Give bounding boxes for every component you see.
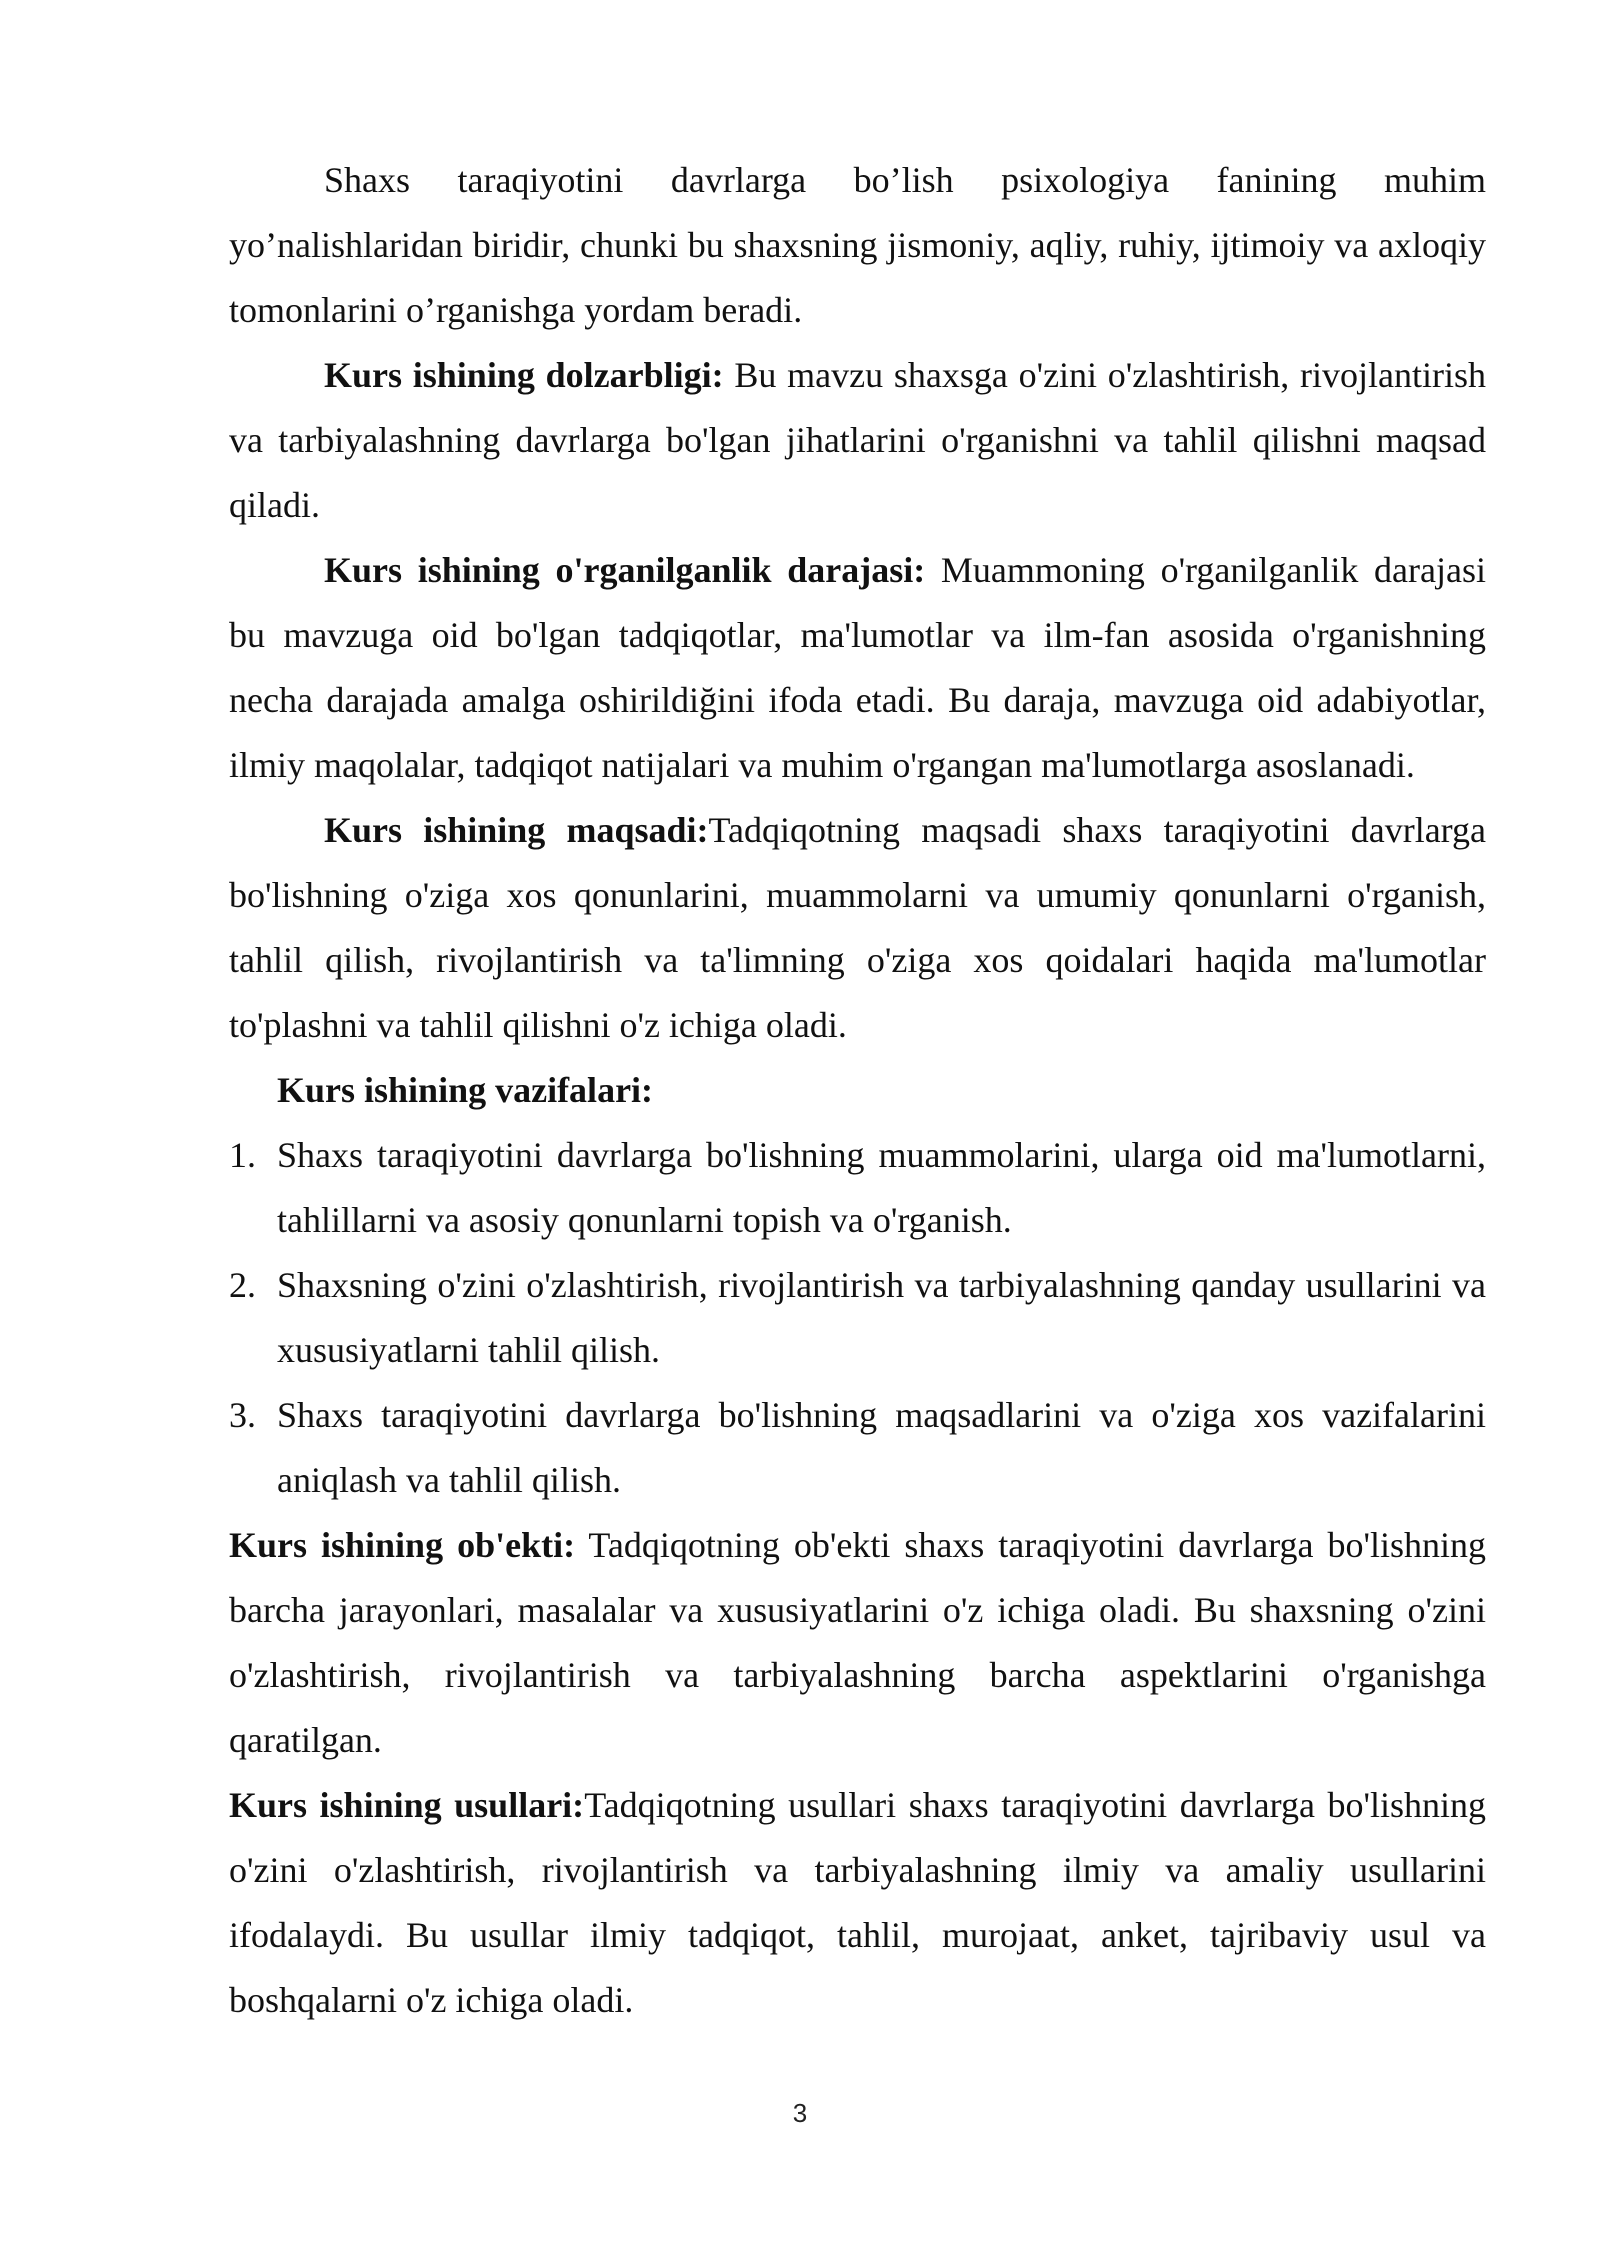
list-item-number: 3.: [229, 1395, 256, 1435]
object-paragraph: [229, 1513, 1486, 1773]
methods-paragraph: [229, 1773, 1486, 2033]
list-item: [229, 1383, 1486, 1513]
methods-text: Tadqiqotning usullari shaxs taraqiyotini davrlarga bo'lishning o'zini o'zlashtirish, rivojlantirish va tarbiyalashning ilmiy va amaliy usullarini ifodalaydi. Bu usullar ilmiy tadqiqot, tahlil, murojaat, anket, tajribaviy usul va boshqalarni o'z ichiga oladi.: [229, 1785, 1486, 2020]
tasks-list: [229, 1123, 1486, 1513]
list-item-text: Shaxs taraqiyotini davrlarga bo'lishning muammolarini, ularga oid ma'lumotlarni, tahlillarni va asosiy qonunlarni topish va o'rganish.: [277, 1135, 1486, 1240]
methods-label: Kurs ishining usullari:: [229, 1785, 585, 1825]
object-label: Kurs ishining ob'ekti:: [229, 1525, 576, 1565]
study-level-paragraph: [229, 538, 1486, 798]
list-item-number: 1.: [229, 1135, 256, 1175]
purpose-paragraph: [229, 798, 1486, 1058]
purpose-text: Tadqiqotning maqsadi shaxs taraqiyotini davrlarga bo'lishning o'ziga xos qonunlarini, muammolarni va umumiy qonunlarni o'rganish, tahlil qilish, rivojlantirish va ta'limning o'ziga xos qoidalari haqida ma'lumotlar to'plashni va tahlil qilishni o'z ichiga oladi.: [229, 810, 1486, 1045]
tasks-heading: Kurs ishining vazifalari:: [277, 1070, 654, 1110]
relevance-label: Kurs ishining dolzarbligi:: [324, 355, 724, 395]
study-level-text: Muammoning o'rganilganlik darajasi bu mavzuga oid bo'lgan tadqiqotlar, ma'lumotlar va ilm-fan asosida o'rganishning necha darajada amalga oshirildiğini ifoda etadi. Bu daraja, mavzuga oid adabiyotlar, ilmiy maqolalar, tadqiqot natijalari va muhim o'rgangan ma'lumotlarga asoslanadi.: [229, 550, 1486, 785]
page-number: 3: [792, 2098, 808, 2128]
document-body: [229, 148, 1486, 2033]
list-item: [229, 1253, 1486, 1383]
tasks-heading-paragraph: [229, 1058, 1486, 1123]
intro-paragraph: [229, 148, 1486, 343]
list-item-text: Shaxsning o'zini o'zlashtirish, rivojlantirish va tarbiyalashning qanday usullarini va xususiyatlarni tahlil qilish.: [277, 1265, 1486, 1370]
list-item-text: Shaxs taraqiyotini davrlarga bo'lishning maqsadlarini va o'ziga xos vazifalarini aniqlash va tahlil qilish.: [277, 1395, 1486, 1500]
intro-text: Shaxs taraqiyotini davrlarga bo’lish psixologiya fanining muhim yo’nalishlaridan biridir, chunki bu shaxsning jismoniy, aqliy, ruhiy, ijtimoiy va axloqiy tomonlarini o’rganishga yordam beradi.: [229, 160, 1486, 330]
relevance-paragraph: [229, 343, 1486, 538]
purpose-label: Kurs ishining maqsadi:: [324, 810, 709, 850]
list-item: [229, 1123, 1486, 1253]
relevance-text: Bu mavzu shaxsga o'zini o'zlashtirish, rivojlantirish va tarbiyalashning davrlarga bo'lgan jihatlarini o'rganishni va tahlil qilishni maqsad qiladi.: [229, 355, 1486, 525]
study-level-label: Kurs ishining o'rganilganlik darajasi:: [324, 550, 926, 590]
object-text: Tadqiqotning ob'ekti shaxs taraqiyotini davrlarga bo'lishning barcha jarayonlari, masalalar va xususiyatlarini o'z ichiga oladi. Bu shaxsning o'zini o'zlashtirish, rivojlantirish va tarbiyalashning barcha aspektlarini o'rganishga qaratilgan.: [229, 1525, 1487, 1760]
list-item-number: 2.: [229, 1265, 256, 1305]
